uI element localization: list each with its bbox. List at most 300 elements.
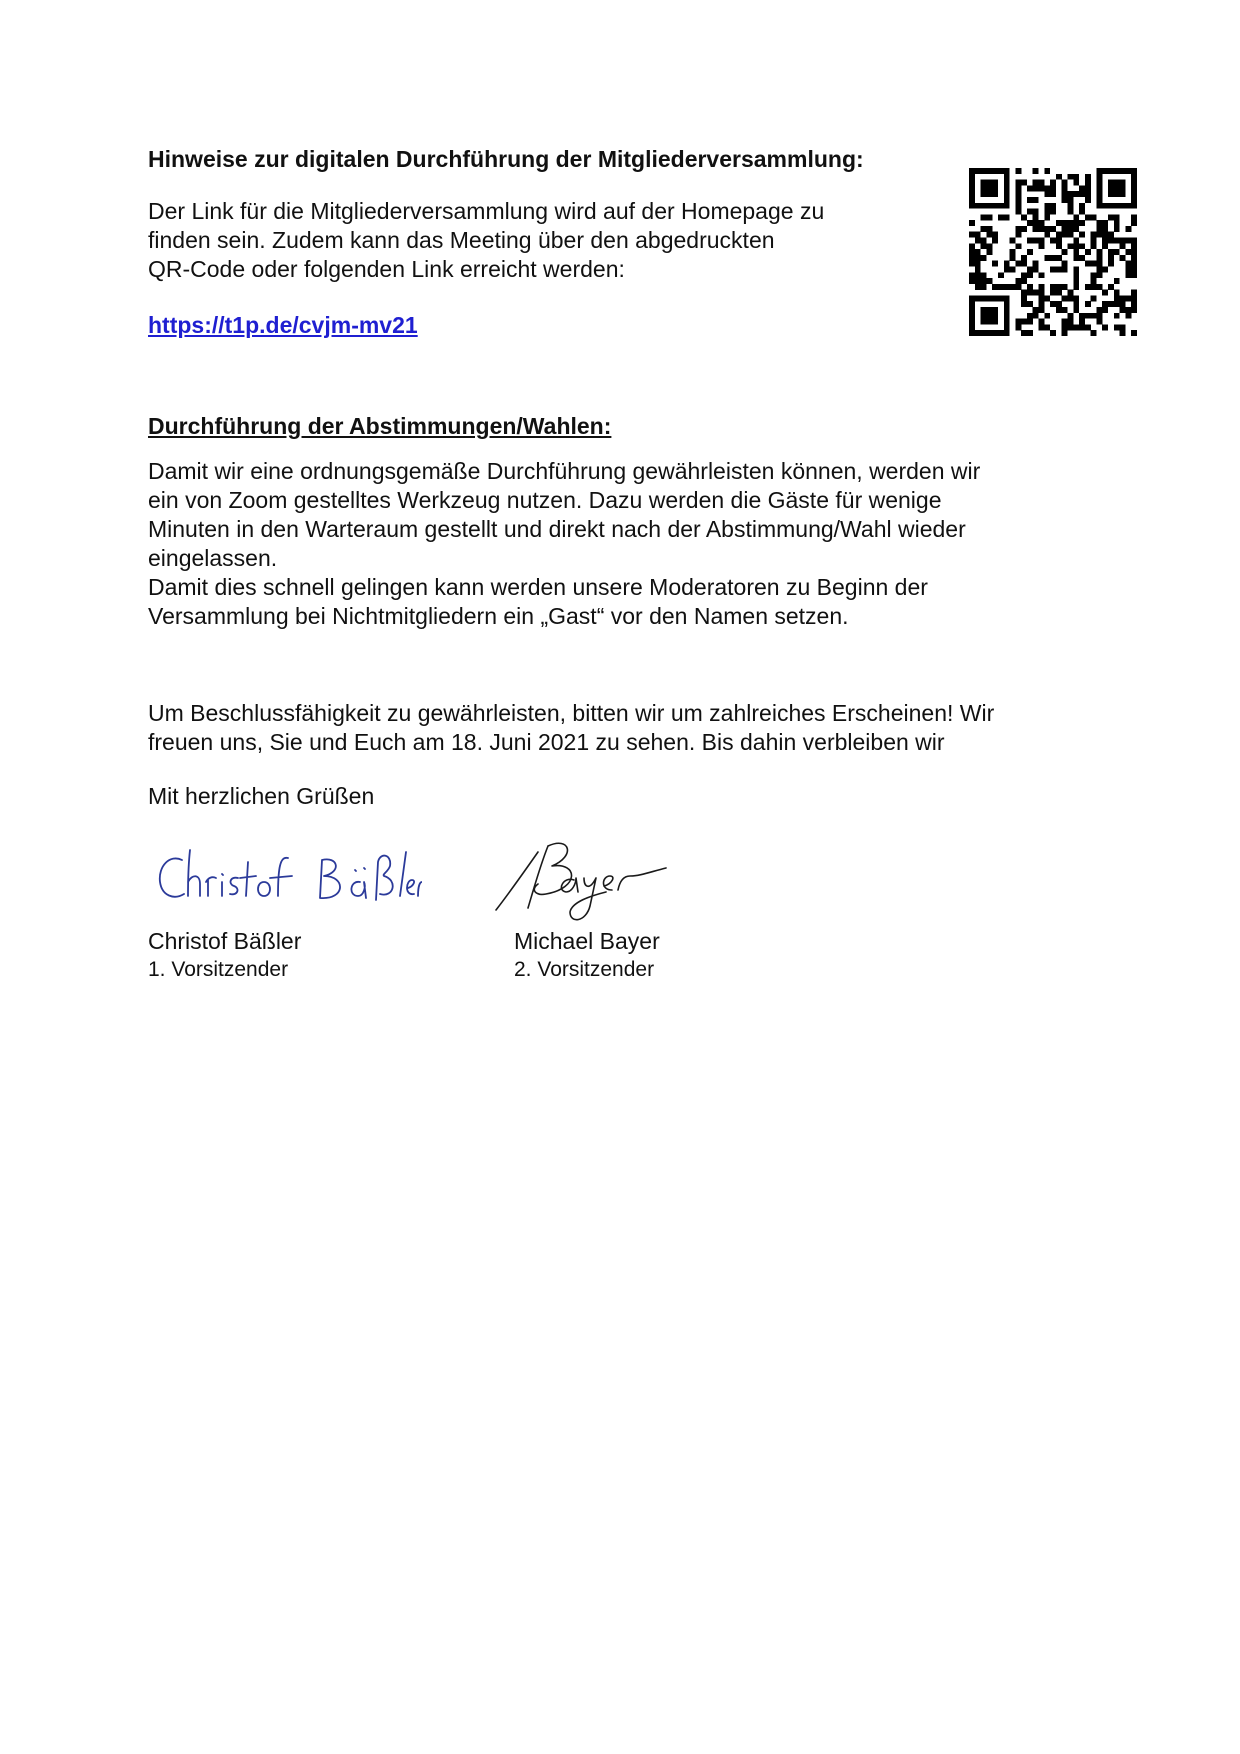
qr-module xyxy=(1102,307,1108,313)
qr-module xyxy=(1033,307,1039,313)
qr-module xyxy=(992,319,998,325)
qr-module xyxy=(1096,313,1102,319)
qr-module xyxy=(1067,191,1073,197)
qr-module xyxy=(1062,191,1068,197)
qr-module xyxy=(1062,330,1068,336)
qr-module xyxy=(1015,209,1021,215)
qr-module xyxy=(1039,319,1045,325)
qr-module xyxy=(1114,324,1120,330)
qr-module xyxy=(1062,226,1068,232)
qr-module xyxy=(1114,249,1120,255)
qr-module xyxy=(1044,191,1050,197)
signature-bayer-image xyxy=(490,832,670,927)
qr-module xyxy=(1108,180,1114,186)
qr-module xyxy=(1079,319,1085,325)
qr-module xyxy=(1079,191,1085,197)
qr-module xyxy=(1125,307,1131,313)
qr-module xyxy=(1131,272,1137,278)
qr-module xyxy=(981,313,987,319)
qr-module xyxy=(986,307,992,313)
qr-module xyxy=(1131,295,1137,301)
qr-module xyxy=(1131,168,1137,174)
qr-module xyxy=(1044,255,1050,261)
qr-module xyxy=(992,238,998,244)
qr-module xyxy=(1067,174,1073,180)
qr-module xyxy=(1062,180,1068,186)
qr-module xyxy=(1004,168,1010,174)
qr-module xyxy=(1021,272,1027,278)
qr-module xyxy=(1044,313,1050,319)
qr-module xyxy=(1004,319,1010,325)
qr-module xyxy=(1067,197,1073,203)
qr-module xyxy=(1067,313,1073,319)
qr-module xyxy=(1050,284,1056,290)
qr-module xyxy=(1021,319,1027,325)
qr-module xyxy=(969,185,975,191)
qr-module xyxy=(986,168,992,174)
qr-module xyxy=(986,295,992,301)
qr-module xyxy=(1131,185,1137,191)
qr-module xyxy=(1027,272,1033,278)
qr-module xyxy=(1033,180,1039,186)
qr-module xyxy=(1004,330,1010,336)
qr-module xyxy=(969,220,975,226)
qr-module xyxy=(1067,226,1073,232)
qr-module xyxy=(975,278,981,284)
qr-module xyxy=(981,168,987,174)
qr-module xyxy=(1085,313,1091,319)
qr-module xyxy=(1039,220,1045,226)
qr-module xyxy=(1067,232,1073,238)
intro-line: QR-Code oder folgenden Link erreicht werden: xyxy=(148,256,625,282)
qr-module xyxy=(1096,272,1102,278)
qr-module xyxy=(1067,290,1073,296)
qr-module xyxy=(1062,261,1068,267)
qr-module xyxy=(1027,209,1033,215)
qr-module xyxy=(981,330,987,336)
qr-module xyxy=(1050,191,1056,197)
qr-module xyxy=(1027,238,1033,244)
qr-module xyxy=(1027,220,1033,226)
quorum-line: freuen uns, Sie und Euch am 18. Juni 2021 zu sehen. Bis dahin verbleiben wir xyxy=(148,729,945,755)
qr-module xyxy=(1096,255,1102,261)
qr-module xyxy=(992,168,998,174)
qr-module xyxy=(992,313,998,319)
qr-module xyxy=(1131,191,1137,197)
qr-module xyxy=(1073,272,1079,278)
intro-line: Der Link für die Mitgliederversammlung wird auf der Homepage zu xyxy=(148,198,825,224)
qr-module xyxy=(1091,295,1097,301)
qr-module xyxy=(1062,319,1068,325)
qr-module xyxy=(1120,168,1126,174)
qr-module xyxy=(1108,168,1114,174)
qr-module xyxy=(1085,301,1091,307)
qr-module xyxy=(1004,313,1010,319)
qr-module xyxy=(1067,220,1073,226)
qr-module xyxy=(1120,191,1126,197)
qr-module xyxy=(1033,185,1039,191)
qr-module xyxy=(1050,185,1056,191)
qr-module xyxy=(975,255,981,261)
qr-module xyxy=(969,174,975,180)
qr-module xyxy=(1021,255,1027,261)
qr-module xyxy=(1125,266,1131,272)
qr-module xyxy=(981,214,987,220)
qr-module xyxy=(1091,313,1097,319)
qr-module xyxy=(998,284,1004,290)
qr-module xyxy=(1033,238,1039,244)
qr-module xyxy=(1033,261,1039,267)
qr-module xyxy=(1050,238,1056,244)
qr-module xyxy=(1073,180,1079,186)
qr-module xyxy=(1056,220,1062,226)
qr-module xyxy=(1091,232,1097,238)
qr-module xyxy=(1044,295,1050,301)
qr-module xyxy=(969,272,975,278)
qr-module xyxy=(1091,214,1097,220)
qr-module xyxy=(1039,301,1045,307)
qr-module xyxy=(1102,168,1108,174)
qr-module xyxy=(1062,284,1068,290)
qr-module xyxy=(1033,220,1039,226)
qr-module xyxy=(1096,284,1102,290)
qr-module xyxy=(1073,238,1079,244)
qr-module xyxy=(998,168,1004,174)
qr-module xyxy=(975,295,981,301)
qr-module xyxy=(1027,284,1033,290)
qr-module xyxy=(1131,174,1137,180)
qr-module xyxy=(969,307,975,313)
qr-module xyxy=(1033,197,1039,203)
qr-module xyxy=(1073,284,1079,290)
qr-module xyxy=(1102,324,1108,330)
qr-module xyxy=(1015,191,1021,197)
qr-module xyxy=(1131,261,1137,267)
qr-module xyxy=(975,168,981,174)
voting-line: Versammlung bei Nichtmitgliedern ein „Gast“ vor den Namen setzen. xyxy=(148,603,849,629)
qr-module xyxy=(1114,226,1120,232)
qr-module xyxy=(1120,307,1126,313)
qr-module xyxy=(975,232,981,238)
qr-module xyxy=(1114,185,1120,191)
qr-module xyxy=(1015,243,1021,249)
qr-module xyxy=(1021,226,1027,232)
qr-module xyxy=(1120,255,1126,261)
qr-module xyxy=(969,295,975,301)
qr-module xyxy=(1039,238,1045,244)
qr-module xyxy=(1125,203,1131,209)
qr-module xyxy=(986,203,992,209)
qr-code-icon[interactable] xyxy=(969,168,1137,336)
qr-module xyxy=(1062,185,1068,191)
qr-module xyxy=(1079,185,1085,191)
qr-module xyxy=(1120,180,1126,186)
qr-module xyxy=(1056,238,1062,244)
qr-module xyxy=(1027,301,1033,307)
qr-module xyxy=(1091,261,1097,267)
qr-module xyxy=(998,330,1004,336)
qr-module xyxy=(975,272,981,278)
qr-module xyxy=(1062,266,1068,272)
qr-module xyxy=(1079,324,1085,330)
qr-module xyxy=(1044,324,1050,330)
qr-module xyxy=(1044,232,1050,238)
qr-module xyxy=(1062,307,1068,313)
qr-module xyxy=(981,191,987,197)
qr-module xyxy=(969,203,975,209)
notice-heading: Hinweise zur digitalen Durchführung der Mitgliederversammlung: xyxy=(148,146,864,172)
qr-module xyxy=(1096,180,1102,186)
qr-module xyxy=(1114,191,1120,197)
qr-module xyxy=(1033,290,1039,296)
qr-module xyxy=(1021,214,1027,220)
voting-paragraph xyxy=(148,457,1108,631)
qr-module xyxy=(1033,313,1039,319)
qr-module xyxy=(1102,220,1108,226)
qr-module xyxy=(1004,203,1010,209)
qr-module xyxy=(1120,238,1126,244)
qr-module xyxy=(1015,180,1021,186)
qr-module xyxy=(1131,290,1137,296)
qr-module xyxy=(1108,261,1114,267)
qr-module xyxy=(969,313,975,319)
qr-module xyxy=(1091,243,1097,249)
intro-paragraph xyxy=(148,197,928,284)
qr-module xyxy=(986,232,992,238)
qr-module xyxy=(1004,266,1010,272)
qr-module xyxy=(1114,301,1120,307)
qr-module xyxy=(981,185,987,191)
qr-module xyxy=(1015,203,1021,209)
qr-module xyxy=(1021,301,1027,307)
qr-module xyxy=(1108,203,1114,209)
qr-module xyxy=(1096,203,1102,209)
meeting-link[interactable]: https://t1p.de/cvjm-mv21 xyxy=(148,312,418,338)
signer-role-2: 2. Vorsitzender xyxy=(514,958,655,981)
qr-module xyxy=(1079,203,1085,209)
qr-module xyxy=(969,301,975,307)
qr-module xyxy=(1114,203,1120,209)
qr-module xyxy=(1114,214,1120,220)
qr-module xyxy=(1073,278,1079,284)
qr-module xyxy=(992,203,998,209)
qr-module xyxy=(969,255,975,261)
qr-module xyxy=(1050,330,1056,336)
qr-module xyxy=(1004,307,1010,313)
qr-module xyxy=(1056,266,1062,272)
qr-module xyxy=(986,330,992,336)
qr-module xyxy=(1120,301,1126,307)
qr-module xyxy=(1096,168,1102,174)
qr-module xyxy=(1073,249,1079,255)
qr-module xyxy=(1039,243,1045,249)
qr-module xyxy=(1067,319,1073,325)
qr-module xyxy=(1085,284,1091,290)
qr-module xyxy=(1085,197,1091,203)
qr-module xyxy=(1114,313,1120,319)
qr-module xyxy=(998,295,1004,301)
qr-module xyxy=(1108,191,1114,197)
signer-role-1: 1. Vorsitzender xyxy=(148,958,289,981)
qr-module xyxy=(1010,238,1016,244)
qr-module xyxy=(1096,307,1102,313)
qr-module xyxy=(1131,180,1137,186)
qr-module xyxy=(1120,243,1126,249)
qr-module xyxy=(1027,185,1033,191)
qr-module xyxy=(1085,174,1091,180)
qr-module xyxy=(969,168,975,174)
qr-module xyxy=(992,185,998,191)
qr-module xyxy=(1062,232,1068,238)
qr-module xyxy=(981,278,987,284)
qr-module xyxy=(969,278,975,284)
qr-module xyxy=(1050,209,1056,215)
qr-module xyxy=(1108,255,1114,261)
qr-module xyxy=(1073,191,1079,197)
qr-module xyxy=(1004,185,1010,191)
qr-module xyxy=(998,272,1004,278)
qr-module xyxy=(969,180,975,186)
qr-module xyxy=(1015,261,1021,267)
qr-module xyxy=(1021,330,1027,336)
qr-module xyxy=(1131,243,1137,249)
qr-module xyxy=(1131,197,1137,203)
qr-module xyxy=(1131,255,1137,261)
qr-module xyxy=(1050,180,1056,186)
qr-module xyxy=(969,197,975,203)
qr-module xyxy=(981,226,987,232)
qr-module xyxy=(1079,313,1085,319)
signer-name-2: Michael Bayer xyxy=(514,928,660,954)
qr-module xyxy=(1056,232,1062,238)
qr-module xyxy=(998,214,1004,220)
qr-module xyxy=(1039,307,1045,313)
qr-module xyxy=(986,243,992,249)
qr-module xyxy=(1067,243,1073,249)
qr-module xyxy=(1114,220,1120,226)
qr-module xyxy=(986,226,992,232)
qr-module xyxy=(1044,185,1050,191)
qr-module xyxy=(969,319,975,325)
qr-module xyxy=(1050,203,1056,209)
qr-module xyxy=(1085,324,1091,330)
quorum-paragraph xyxy=(148,699,1108,757)
qr-module xyxy=(1085,261,1091,267)
qr-module xyxy=(1125,272,1131,278)
qr-module xyxy=(1096,266,1102,272)
qr-module xyxy=(1015,232,1021,238)
qr-module xyxy=(986,214,992,220)
qr-module xyxy=(981,243,987,249)
qr-module xyxy=(1073,220,1079,226)
qr-module xyxy=(992,307,998,313)
qr-module xyxy=(1131,203,1137,209)
qr-module xyxy=(1039,185,1045,191)
qr-module xyxy=(1004,180,1010,186)
qr-module xyxy=(969,243,975,249)
qr-module xyxy=(1085,185,1091,191)
qr-module xyxy=(1108,214,1114,220)
qr-module xyxy=(1108,238,1114,244)
qr-module xyxy=(1131,214,1137,220)
qr-module xyxy=(1085,191,1091,197)
qr-module xyxy=(1073,307,1079,313)
qr-module xyxy=(1079,220,1085,226)
qr-module xyxy=(969,330,975,336)
qr-module xyxy=(986,249,992,255)
qr-module xyxy=(969,249,975,255)
qr-module xyxy=(1073,324,1079,330)
qr-module xyxy=(1102,203,1108,209)
qr-module xyxy=(1120,203,1126,209)
qr-module xyxy=(1015,197,1021,203)
qr-module xyxy=(1027,313,1033,319)
qr-module xyxy=(1033,168,1039,174)
voting-line: ein von Zoom gestelltes Werkzeug nutzen. Dazu werden die Gäste für wenige xyxy=(148,487,942,513)
qr-module xyxy=(1062,220,1068,226)
qr-module xyxy=(1039,284,1045,290)
qr-module xyxy=(1050,290,1056,296)
qr-module xyxy=(992,284,998,290)
qr-module xyxy=(1091,284,1097,290)
qr-module xyxy=(981,255,987,261)
qr-module xyxy=(1039,226,1045,232)
qr-module xyxy=(1114,238,1120,244)
voting-line: Damit dies schnell gelingen kann werden unsere Moderatoren zu Beginn der xyxy=(148,574,928,600)
qr-module xyxy=(986,313,992,319)
qr-module xyxy=(992,330,998,336)
qr-module xyxy=(1125,249,1131,255)
voting-line: Minuten in den Warteraum gestellt und direkt nach der Abstimmung/Wahl wieder xyxy=(148,516,966,542)
qr-module xyxy=(1085,214,1091,220)
qr-module xyxy=(1021,278,1027,284)
qr-module xyxy=(1073,301,1079,307)
qr-module xyxy=(981,272,987,278)
qr-module xyxy=(1120,324,1126,330)
qr-module xyxy=(1131,266,1137,272)
qr-module xyxy=(1096,319,1102,325)
voting-line: eingelassen. xyxy=(148,545,278,571)
qr-module xyxy=(1044,209,1050,215)
qr-module xyxy=(1021,261,1027,267)
qr-module xyxy=(1114,290,1120,296)
qr-module xyxy=(1015,319,1021,325)
qr-module xyxy=(1027,197,1033,203)
signer-name-1: Christof Bäßler xyxy=(148,928,302,954)
qr-module xyxy=(1004,261,1010,267)
qr-module xyxy=(981,295,987,301)
qr-module xyxy=(981,319,987,325)
qr-module xyxy=(1033,266,1039,272)
qr-module xyxy=(1108,301,1114,307)
qr-module xyxy=(1085,249,1091,255)
qr-module xyxy=(1096,197,1102,203)
qr-module xyxy=(992,180,998,186)
qr-module xyxy=(1120,295,1126,301)
qr-module xyxy=(975,261,981,267)
qr-module xyxy=(1096,185,1102,191)
qr-module xyxy=(1125,226,1131,232)
qr-module xyxy=(1102,301,1108,307)
qr-module xyxy=(981,284,987,290)
qr-module xyxy=(1027,319,1033,325)
qr-module xyxy=(981,307,987,313)
qr-module xyxy=(998,203,1004,209)
qr-module xyxy=(1056,301,1062,307)
qr-module xyxy=(1010,249,1016,255)
qr-module xyxy=(986,180,992,186)
qr-module xyxy=(1056,307,1062,313)
